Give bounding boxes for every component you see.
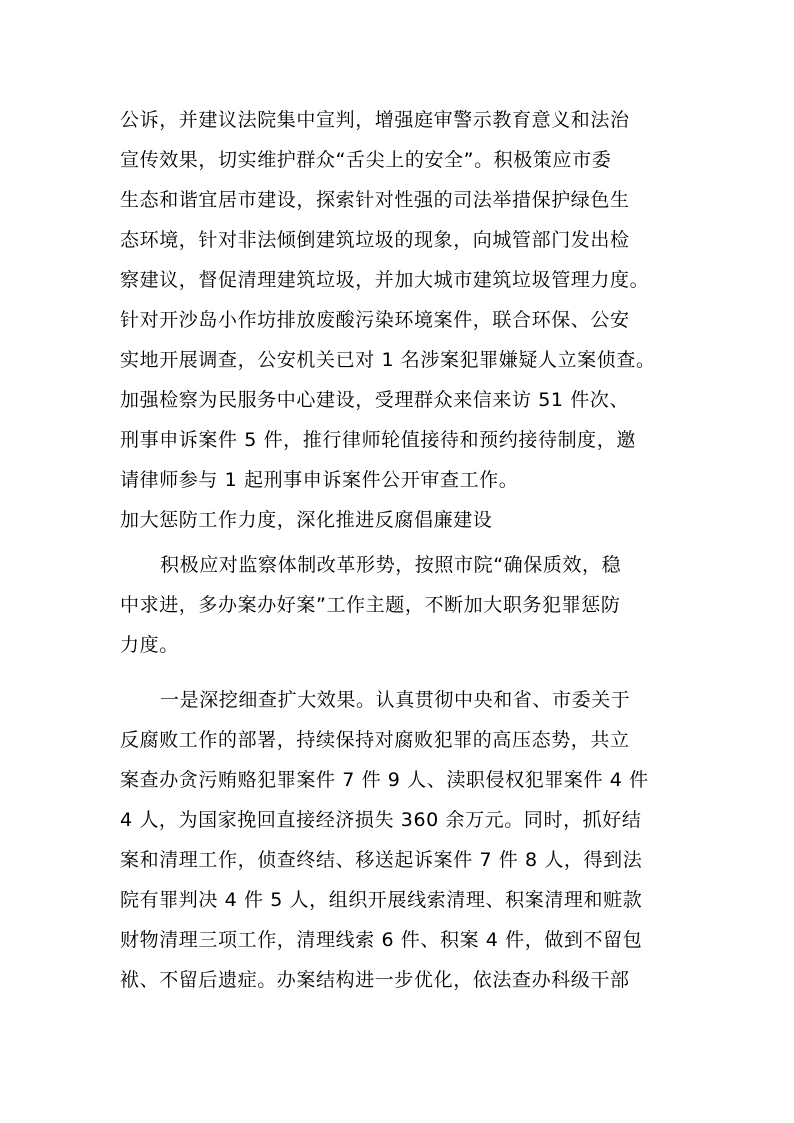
text-line: 请律师参与 1 起刑事申诉案件公开审查工作。: [120, 469, 519, 491]
text-line: 宣传效果，切实维护群众“舌尖上的安全”。积极策应市委: [120, 149, 612, 171]
text-line: 财物清理三项工作，清理线索 6 件、积案 4 件，做到不留包: [120, 929, 643, 951]
text-line: 4 人，为国家挽回直接经济损失 360 余万元。同时，抓好结: [120, 809, 642, 831]
text-line: 态环境，针对非法倾倒建筑垃圾的现象，向城管部门发出检: [120, 229, 630, 251]
text-line: 案查办贪污贿赂犯罪案件 7 件 9 人、渎职侵权犯罪案件 4 件: [120, 769, 649, 791]
text-line: 加强检察为民服务中心建设，受理群众来信来访 51 件次、: [120, 389, 630, 411]
text-line: 察建议，督促清理建筑垃圾，并加大城市建筑垃圾管理力度。: [120, 269, 650, 291]
text-line: 生态和谐宜居市建设，探索针对性强的司法举措保护绿色生: [120, 189, 630, 211]
text-line: 中求进，多办案办好案”工作主题，不断加大职务犯罪惩防: [120, 594, 621, 616]
text-line: 院有罪判决 4 件 5 人，组织开展线索清理、积案清理和赃款: [120, 889, 643, 911]
text-line: 案和清理工作，侦查终结、移送起诉案件 7 件 8 人，得到法: [120, 849, 643, 871]
text-line: 反腐败工作的部署，持续保持对腐败犯罪的高压态势，共立: [120, 729, 630, 751]
text-line: 袱、不留后遗症。办案结构进一步优化，依法查办科级干部: [120, 969, 630, 991]
text-line: 公诉，并建议法院集中宣判，增强庭审警示教育意义和法治: [120, 109, 630, 131]
text-line: 力度。: [120, 634, 179, 656]
section-heading: 加大惩防工作力度，深化推进反腐倡廉建设: [120, 509, 493, 531]
text-line: 针对开沙岛小作坊排放废酸污染环境案件，联合环保、公安: [120, 309, 630, 331]
text-line: 积极应对监察体制改革形势，按照市院“确保质效，稳: [160, 554, 622, 576]
text-line: 刑事申诉案件 5 件，推行律师轮值接待和预约接待制度，邀: [120, 429, 636, 451]
text-line: 一是深挖细查扩大效果。认真贯彻中央和省、市委关于: [160, 689, 631, 711]
text-line: 实地开展调查，公安机关已对 1 名涉案犯罪嫌疑人立案侦查。: [120, 349, 656, 371]
